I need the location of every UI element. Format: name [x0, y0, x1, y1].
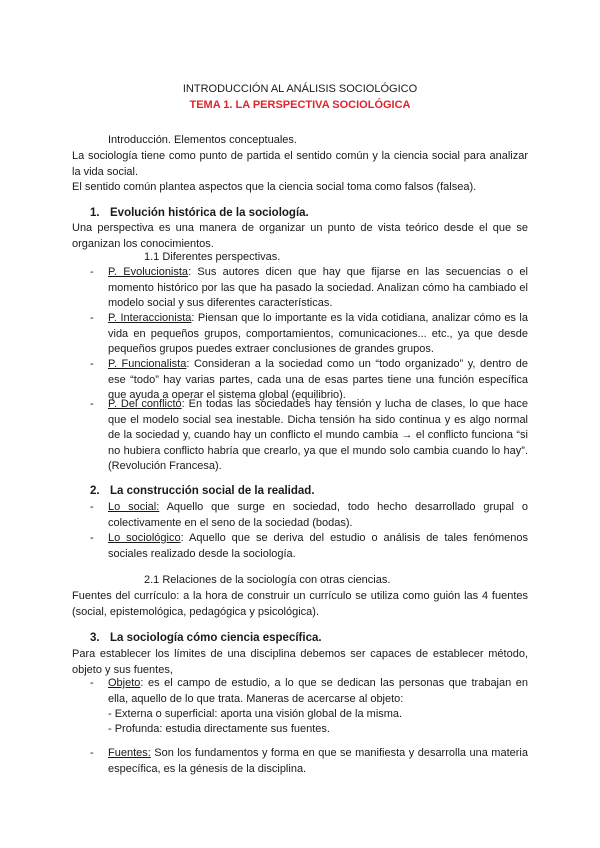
- definition-lo-social: Aquello que surge en sociedad, todo hecho desarrollado grupal o colectivamente en el seno de la sociedad (bodas).: [108, 501, 528, 529]
- term-lo-social: Lo social:: [108, 501, 160, 513]
- section-2-text: Fuentes del currículo: a la hora de construir un currículo se utiliza como guión las 4 fuentes (social, epistemológica, pedagógica y psicológica).: [72, 590, 528, 618]
- definition-objeto: : es el campo de estudio, a lo que se dedican las personas que trabajan en ella, aquello de lo que trata. Maneras de acercarse al objeto:: [108, 677, 528, 705]
- term-funcionalista: P. Funcionalista: [108, 358, 187, 370]
- objeto-subitem-profunda: - Profunda: estudia directamente sus fuentes.: [108, 723, 330, 735]
- list-dash: -: [90, 312, 94, 324]
- list-dash: -: [90, 532, 94, 544]
- definition-conflicto: : En todas las sociedades hay tensión y lucha de clases, lo que hace que el modelo social sea inestable. Dicha tensión ha sido continua y es algo normal de la sociedad y, cuando hay un conflicto el mundo cambia → el conflicto funciona “si no hubiera conflicto habría que crearlo, ya que el mundo solo cambia cuando lo hay”. (Revolución Francesa).: [108, 398, 528, 473]
- objeto-subitem-externa: - Externa o superficial: aporta una visión global de la misma.: [108, 708, 403, 720]
- list-dash: -: [90, 501, 94, 513]
- definition-fuentes: Son los fundamentos y forma en que se manifiesta y desarrolla una materia específica, es la génesis de la disciplina.: [108, 747, 528, 775]
- term-interaccionista: P. Interaccionista: [108, 312, 192, 324]
- section-2-subheading: 2.1 Relaciones de la sociología con otras ciencias.: [144, 574, 391, 586]
- term-objeto: Objeto: [108, 677, 141, 689]
- section-2-number: 2.: [90, 485, 100, 497]
- section-3-text: Para establecer los límites de una disciplina debemos ser capaces de establecer método, objeto y sus fuentes,: [72, 648, 528, 676]
- definition-funcionalista: : Consideran a la sociedad como un “todo organizado” y, dentro de ese “todo” hay varias partes, cada una de esas partes tiene una función específica que ayuda a operar el sistema global (equilibrio).: [108, 358, 528, 402]
- section-1-title: Evolución histórica de la sociología.: [110, 207, 309, 219]
- section-1-subheading: 1.1 Diferentes perspectivas.: [144, 251, 281, 263]
- document-subtitle: TEMA 1. LA PERSPECTIVA SOCIOLÓGICA: [189, 99, 411, 111]
- intro-paragraph-1: La sociología tiene como punto de partida el sentido común y la ciencia social para analizar la vida social.: [72, 150, 528, 178]
- section-1-text: Una perspectiva es una manera de organizar un punto de vista teórico desde el que se organizan los conocimientos.: [72, 222, 528, 250]
- intro-paragraph-2: El sentido común plantea aspectos que la ciencia social toma como falsos (falsea).: [72, 181, 477, 193]
- intro-heading: Introducción. Elementos conceptuales.: [108, 134, 297, 146]
- list-dash: -: [90, 747, 94, 759]
- term-fuentes: Fuentes:: [108, 747, 151, 759]
- section-3-number: 3.: [90, 632, 100, 644]
- term-evolucionista: P. Evolucionista: [108, 266, 189, 278]
- definition-lo-sociologico: : Aquello que se deriva del estudio o análisis de tales fenómenos sociales realizado desde la sociología.: [108, 532, 528, 560]
- document-title: INTRODUCCIÓN AL ANÁLISIS SOCIOLÓGICO: [182, 83, 418, 95]
- definition-interaccionista: : Piensan que lo importante es la vida cotidiana, analizar cómo es la vida en pequeños grupos, comportamientos, comunicaciones... etc., ya que desde pequeños grupos puedes extraer conclusiones de grandes grupos.: [108, 312, 528, 356]
- section-1-heading: [90, 206, 309, 222]
- term-lo-sociologico: Lo sociológico: [108, 532, 181, 544]
- list-dash: -: [90, 677, 94, 689]
- section-1-number: 1.: [90, 207, 100, 219]
- definition-evolucionista: : Sus autores dicen que hay que fijarse en las secuencias o el momento histórico por las que ha pasado la sociedad. Analizan cómo ha cambiado el modelo social y sus diferentes características.: [108, 266, 528, 310]
- term-conflicto: P. Del conflicto: [108, 398, 182, 410]
- section-2-title: La construcción social de la realidad.: [110, 485, 315, 497]
- list-dash: -: [90, 266, 94, 278]
- section-3-heading: [90, 631, 322, 647]
- list-dash: -: [90, 398, 94, 410]
- section-3-title: La sociología cómo ciencia específica.: [110, 632, 322, 644]
- list-dash: -: [90, 358, 94, 370]
- section-2-heading: [90, 484, 315, 500]
